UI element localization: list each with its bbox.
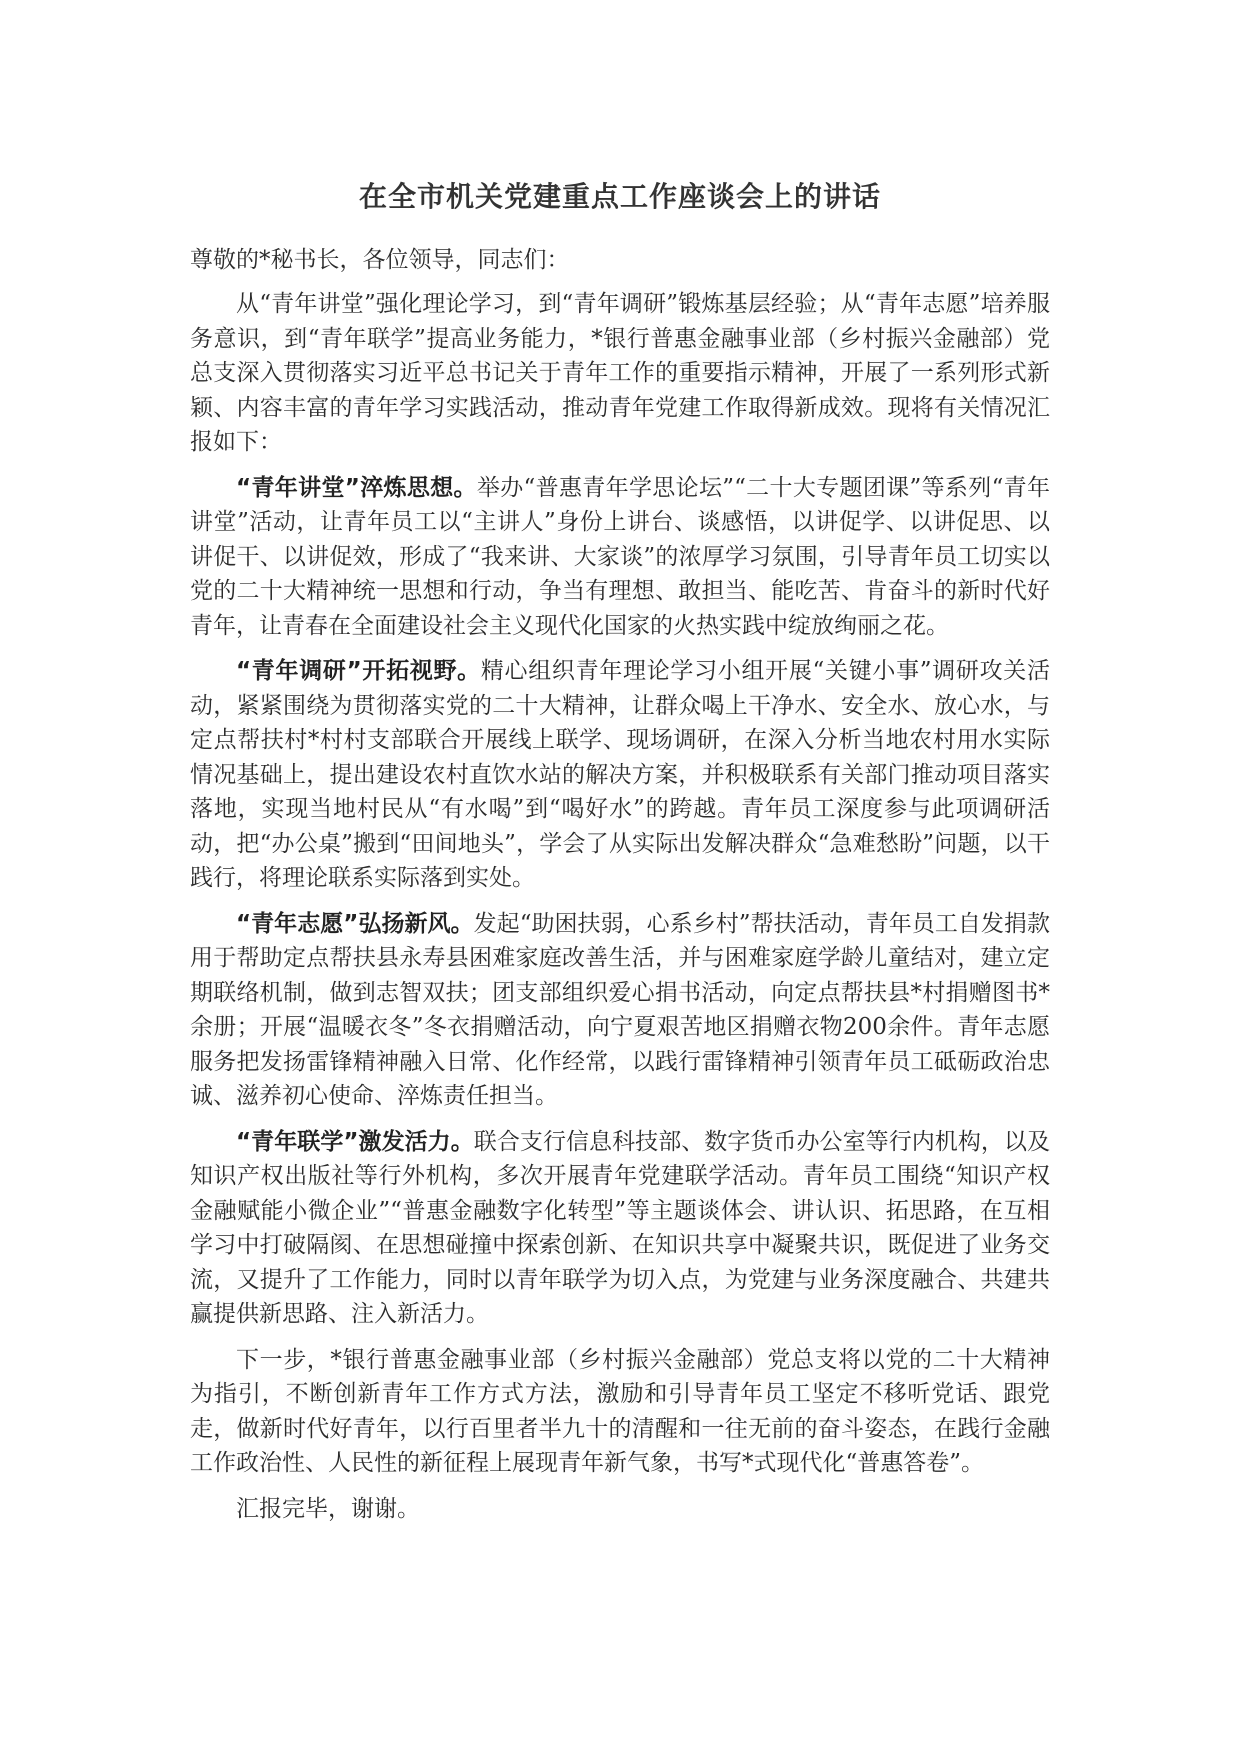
section-text-lecture: 举办“普惠青年学思论坛”“二十大专题团课”等系列“青年讲堂”活动，让青年员工以“主讲人”身份上讲台、谈感悟，以讲促学、以讲促思、以讲促干、以讲促效，形成了“我来讲、大家谈”的浓厚学习氛围，引导青年员工切实以党的二十大精神统一思想和行动，争当有理想、敢担当、能吃苦、肯奋斗的新时代好青年，让青春在全面建设社会主义现代化国家的火热实践中绽放绚丽之花。 [190, 474, 1050, 639]
document-title: 在全市机关党建重点工作座谈会上的讲话 [358, 180, 881, 213]
salutation: 尊敬的*秘书长，各位领导，同志们： [190, 247, 570, 273]
section-text-research: 精心组织青年理论学习小组开展“关键小事”调研攻关活动，紧紧围绕为贯彻落实党的二十大精神，让群众喝上干净水、安全水、放心水，与定点帮扶村*村村支部联合开展线上联学、现场调研，在深入分析当地农村用水实际情况基础上，提出建设农村直饮水站的解决方案，并积极联系有关部门推动项目落实落地，实现当地村民从“有水喝”到“喝好水”的跨越。青年员工深度参与此项调研活动，把“办公桌”搬到“田间地头”，学会了从实际出发解决群众“急难愁盼”问题，以干践行，将理论联系实际落到实处。 [190, 658, 1050, 891]
section-heading-research: “青年调研”开拓视野。 [236, 658, 481, 684]
section-text-volunteer: 发起“助困扶弱，心系乡村”帮扶活动，青年员工自发捐款用于帮助定点帮扶县永寿县困难家庭改善生活，并与困难家庭学龄儿童结对，建立定期联络机制，做到志智双扶；团支部组织爱心捐书活动，向定点帮扶县*村捐赠图书*余册；开展“温暖衣冬”冬衣捐赠活动，向宁夏艰苦地区捐赠衣物200余件。青年志愿服务把发扬雷锋精神融入日常、化作经常，以践行雷锋精神引领青年员工砥砺政治忠诚、滋养初心使命、淬炼责任担当。 [190, 910, 1050, 1109]
section-heading-joint-study: “青年联学”激发活力。 [236, 1128, 474, 1155]
section-heading-lecture: “青年讲堂”淬炼思想。 [236, 474, 477, 501]
intro-paragraph: 从“青年讲堂”强化理论学习，到“青年调研”锻炼基层经验；从“青年志愿”培养服务意识，到“青年联学”提高业务能力，*银行普惠金融事业部（乡村振兴金融部）党总支深入贯彻落实习近平总书记关于青年工作的重要指示精神，开展了一系列形式新颖、内容丰富的青年学习实践活动，推动青年党建工作取得新成效。现将有关情况汇报如下： [190, 291, 1050, 455]
document-body [190, 287, 1050, 1526]
section-text-joint-study: 联合支行信息科技部、数字货币办公室等行内机构，以及知识产权出版社等行外机构，多次开展青年党建联学活动。青年员工围绕“知识产权金融赋能小微企业”“普惠金融数字化转型”等主题谈体会、讲认识、拓思路，在互相学习中打破隔阂、在思想碰撞中探索创新、在知识共享中凝聚共识，既促进了业务交流，又提升了工作能力，同时以青年联学为切入点，为党建与业务深度融合、共建共赢提供新思路、注入新活力。 [190, 1128, 1051, 1327]
closing-remark: 汇报完毕，谢谢。 [236, 1495, 420, 1522]
section-paragraph-volunteer [190, 907, 1050, 1114]
section-paragraph-research [190, 654, 1050, 896]
next-step-paragraph: 下一步，*银行普惠金融事业部（乡村振兴金融部）党总支将以党的二十大精神为指引，不断创新青年工作方式方法，激励和引导青年员工坚定不移听党话、跟党走，做新时代好青年，以行百里者半九十的清醒和一往无前的奋斗姿态，在践行金融工作政治性、人民性的新征程上展现青年新气象，书写*式现代化“普惠答卷”。 [190, 1346, 1050, 1476]
section-paragraph-joint-study [190, 1125, 1050, 1332]
section-heading-volunteer: “青年志愿”弘扬新风。 [236, 910, 474, 937]
section-paragraph-lecture [190, 471, 1050, 644]
